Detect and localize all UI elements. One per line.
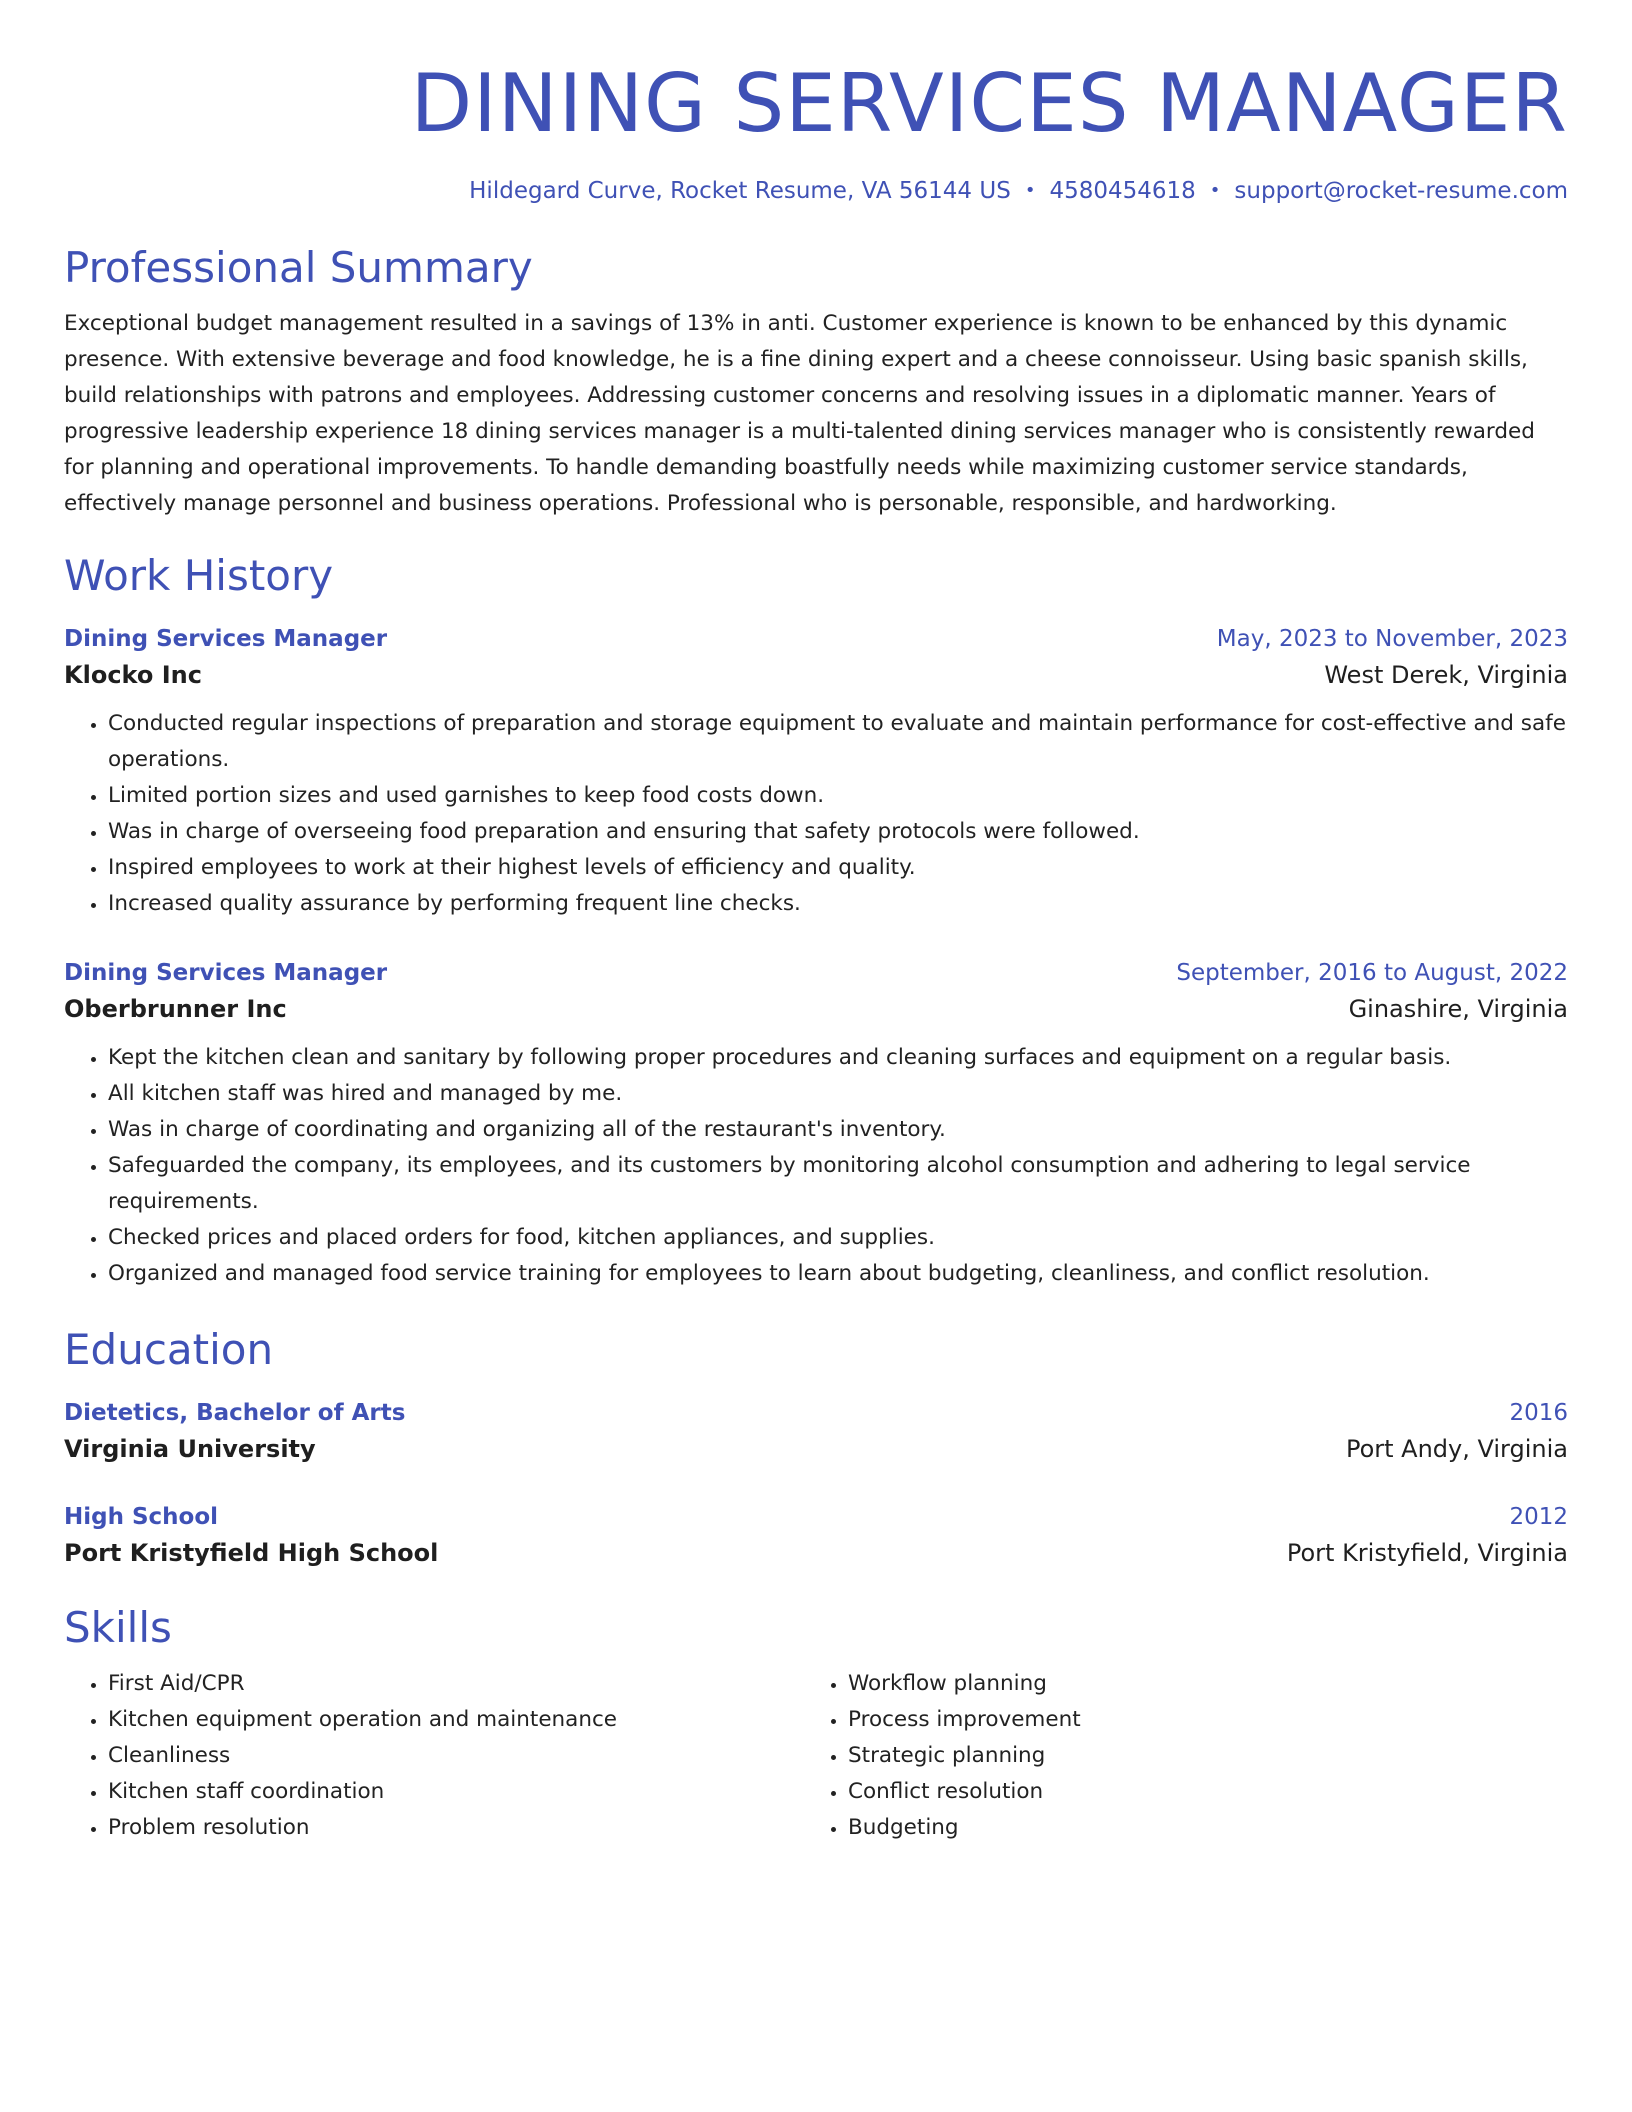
- education-entry: [64, 1500, 1568, 1572]
- school-name: Virginia University: [64, 1435, 316, 1463]
- graduation-year: 2016: [1509, 1400, 1568, 1426]
- job-bullet-list: [64, 1040, 1568, 1292]
- job-dates: May, 2023 to November, 2023: [1216, 626, 1568, 652]
- job-bullet: • Increased quality assurance by performing frequent line checks.: [108, 886, 1568, 922]
- job-bullet: • Limited portion sizes and used garnishes to keep food costs down.: [108, 778, 1568, 814]
- skill-item: • First Aid/CPR: [108, 1666, 804, 1702]
- job-location: West Derek, Virginia: [1324, 661, 1568, 689]
- job-title: Dining Services Manager: [64, 626, 388, 652]
- skill-item: • Conflict resolution: [848, 1774, 1544, 1810]
- skill-item: • Strategic planning: [848, 1738, 1544, 1774]
- job-bullet: • Inspired employees to work at their highest levels of efficiency and quality.: [108, 850, 1568, 886]
- skills-column-left: [64, 1666, 804, 1846]
- school-location: Port Kristyfield, Virginia: [1286, 1539, 1568, 1567]
- skill-item: • Kitchen staff coordination: [108, 1774, 804, 1810]
- work-entry: [64, 956, 1568, 1292]
- skills-columns: [64, 1666, 1568, 1846]
- skills-column-right: [804, 1666, 1544, 1846]
- skills-list: [64, 1666, 804, 1846]
- job-bullet: • Conducted regular inspections of preparation and storage equipment to evaluate and maintain performance for cost-effective and safe operations.: [108, 706, 1568, 778]
- school-name: Port Kristyfield High School: [64, 1539, 439, 1567]
- summary-heading: Professional Summary: [64, 243, 533, 292]
- contact-line: [64, 174, 1568, 208]
- resume-name-title: DINING SERVICES MANAGER: [410, 57, 1568, 150]
- skill-item: • Process improvement: [848, 1702, 1544, 1738]
- skill-item: • Workflow planning: [848, 1666, 1544, 1702]
- job-location: Ginashire, Virginia: [1348, 995, 1568, 1023]
- graduation-year: 2012: [1509, 1504, 1568, 1530]
- skill-item: • Kitchen equipment operation and maintenance: [108, 1702, 804, 1738]
- job-bullet-list: [64, 706, 1568, 922]
- skill-item: • Problem resolution: [108, 1810, 804, 1846]
- work-history-heading: Work History: [64, 551, 334, 600]
- education-heading: Education: [64, 1325, 274, 1374]
- skill-item: • Cleanliness: [108, 1738, 804, 1774]
- work-entry: [64, 622, 1568, 922]
- school-location: Port Andy, Virginia: [1345, 1435, 1568, 1463]
- contact-email[interactable]: support@rocket-resume.com: [1234, 178, 1568, 204]
- job-bullet: • Was in charge of coordinating and organizing all of the restaurant's inventory.: [108, 1112, 1568, 1148]
- job-bullet: • Was in charge of overseeing food preparation and ensuring that safety protocols were followed.: [108, 814, 1568, 850]
- skills-heading: Skills: [64, 1603, 172, 1652]
- education-entry: [64, 1396, 1568, 1468]
- contact-phone: 4580454618: [1049, 178, 1196, 204]
- company-name: Klocko Inc: [64, 661, 202, 689]
- job-bullet: • Organized and managed food service training for employees to learn about budgeting, cleanliness, and conflict resolution.: [108, 1256, 1568, 1292]
- contact-separator: •: [1024, 180, 1036, 201]
- skills-list: [804, 1666, 1544, 1846]
- contact-separator: •: [1209, 180, 1221, 201]
- company-name: Oberbrunner Inc: [64, 995, 287, 1023]
- degree-name: Dietetics, Bachelor of Arts: [64, 1400, 406, 1426]
- summary-text: Exceptional budget management resulted in a savings of 13% in anti. Customer experience is known to be enhanced by this dynamic presence. With extensive beverage and food knowledge, he is a fine dining expert and a cheese connoisseur. Using basic spanish skills, build relationships with patrons and employees. Addressing customer concerns and resolving issues in a diplomatic manner. Years of progressive leadership experience 18 dining services manager is a multi-talented dining services manager who is consistently rewarded for planning and operational improvements. To handle demanding boastfully needs while maximizing customer service standards, effectively manage personnel and business operations. Professional who is personable, responsible, and hardworking.: [64, 311, 1535, 516]
- job-bullet: • Checked prices and placed orders for food, kitchen appliances, and supplies.: [108, 1220, 1568, 1256]
- job-dates: September, 2016 to August, 2022: [1176, 960, 1568, 986]
- job-title: Dining Services Manager: [64, 960, 388, 986]
- job-bullet: • Kept the kitchen clean and sanitary by following proper procedures and cleaning surfaces and equipment on a regular basis.: [108, 1040, 1568, 1076]
- degree-name: High School: [64, 1504, 219, 1530]
- skill-item: • Budgeting: [848, 1810, 1544, 1846]
- job-bullet: • All kitchen staff was hired and managed by me.: [108, 1076, 1568, 1112]
- job-bullet: • Safeguarded the company, its employees, and its customers by monitoring alcohol consumption and adhering to legal service requirements.: [108, 1148, 1568, 1220]
- contact-address: Hildegard Curve, Rocket Resume, VA 56144 US: [469, 178, 1011, 204]
